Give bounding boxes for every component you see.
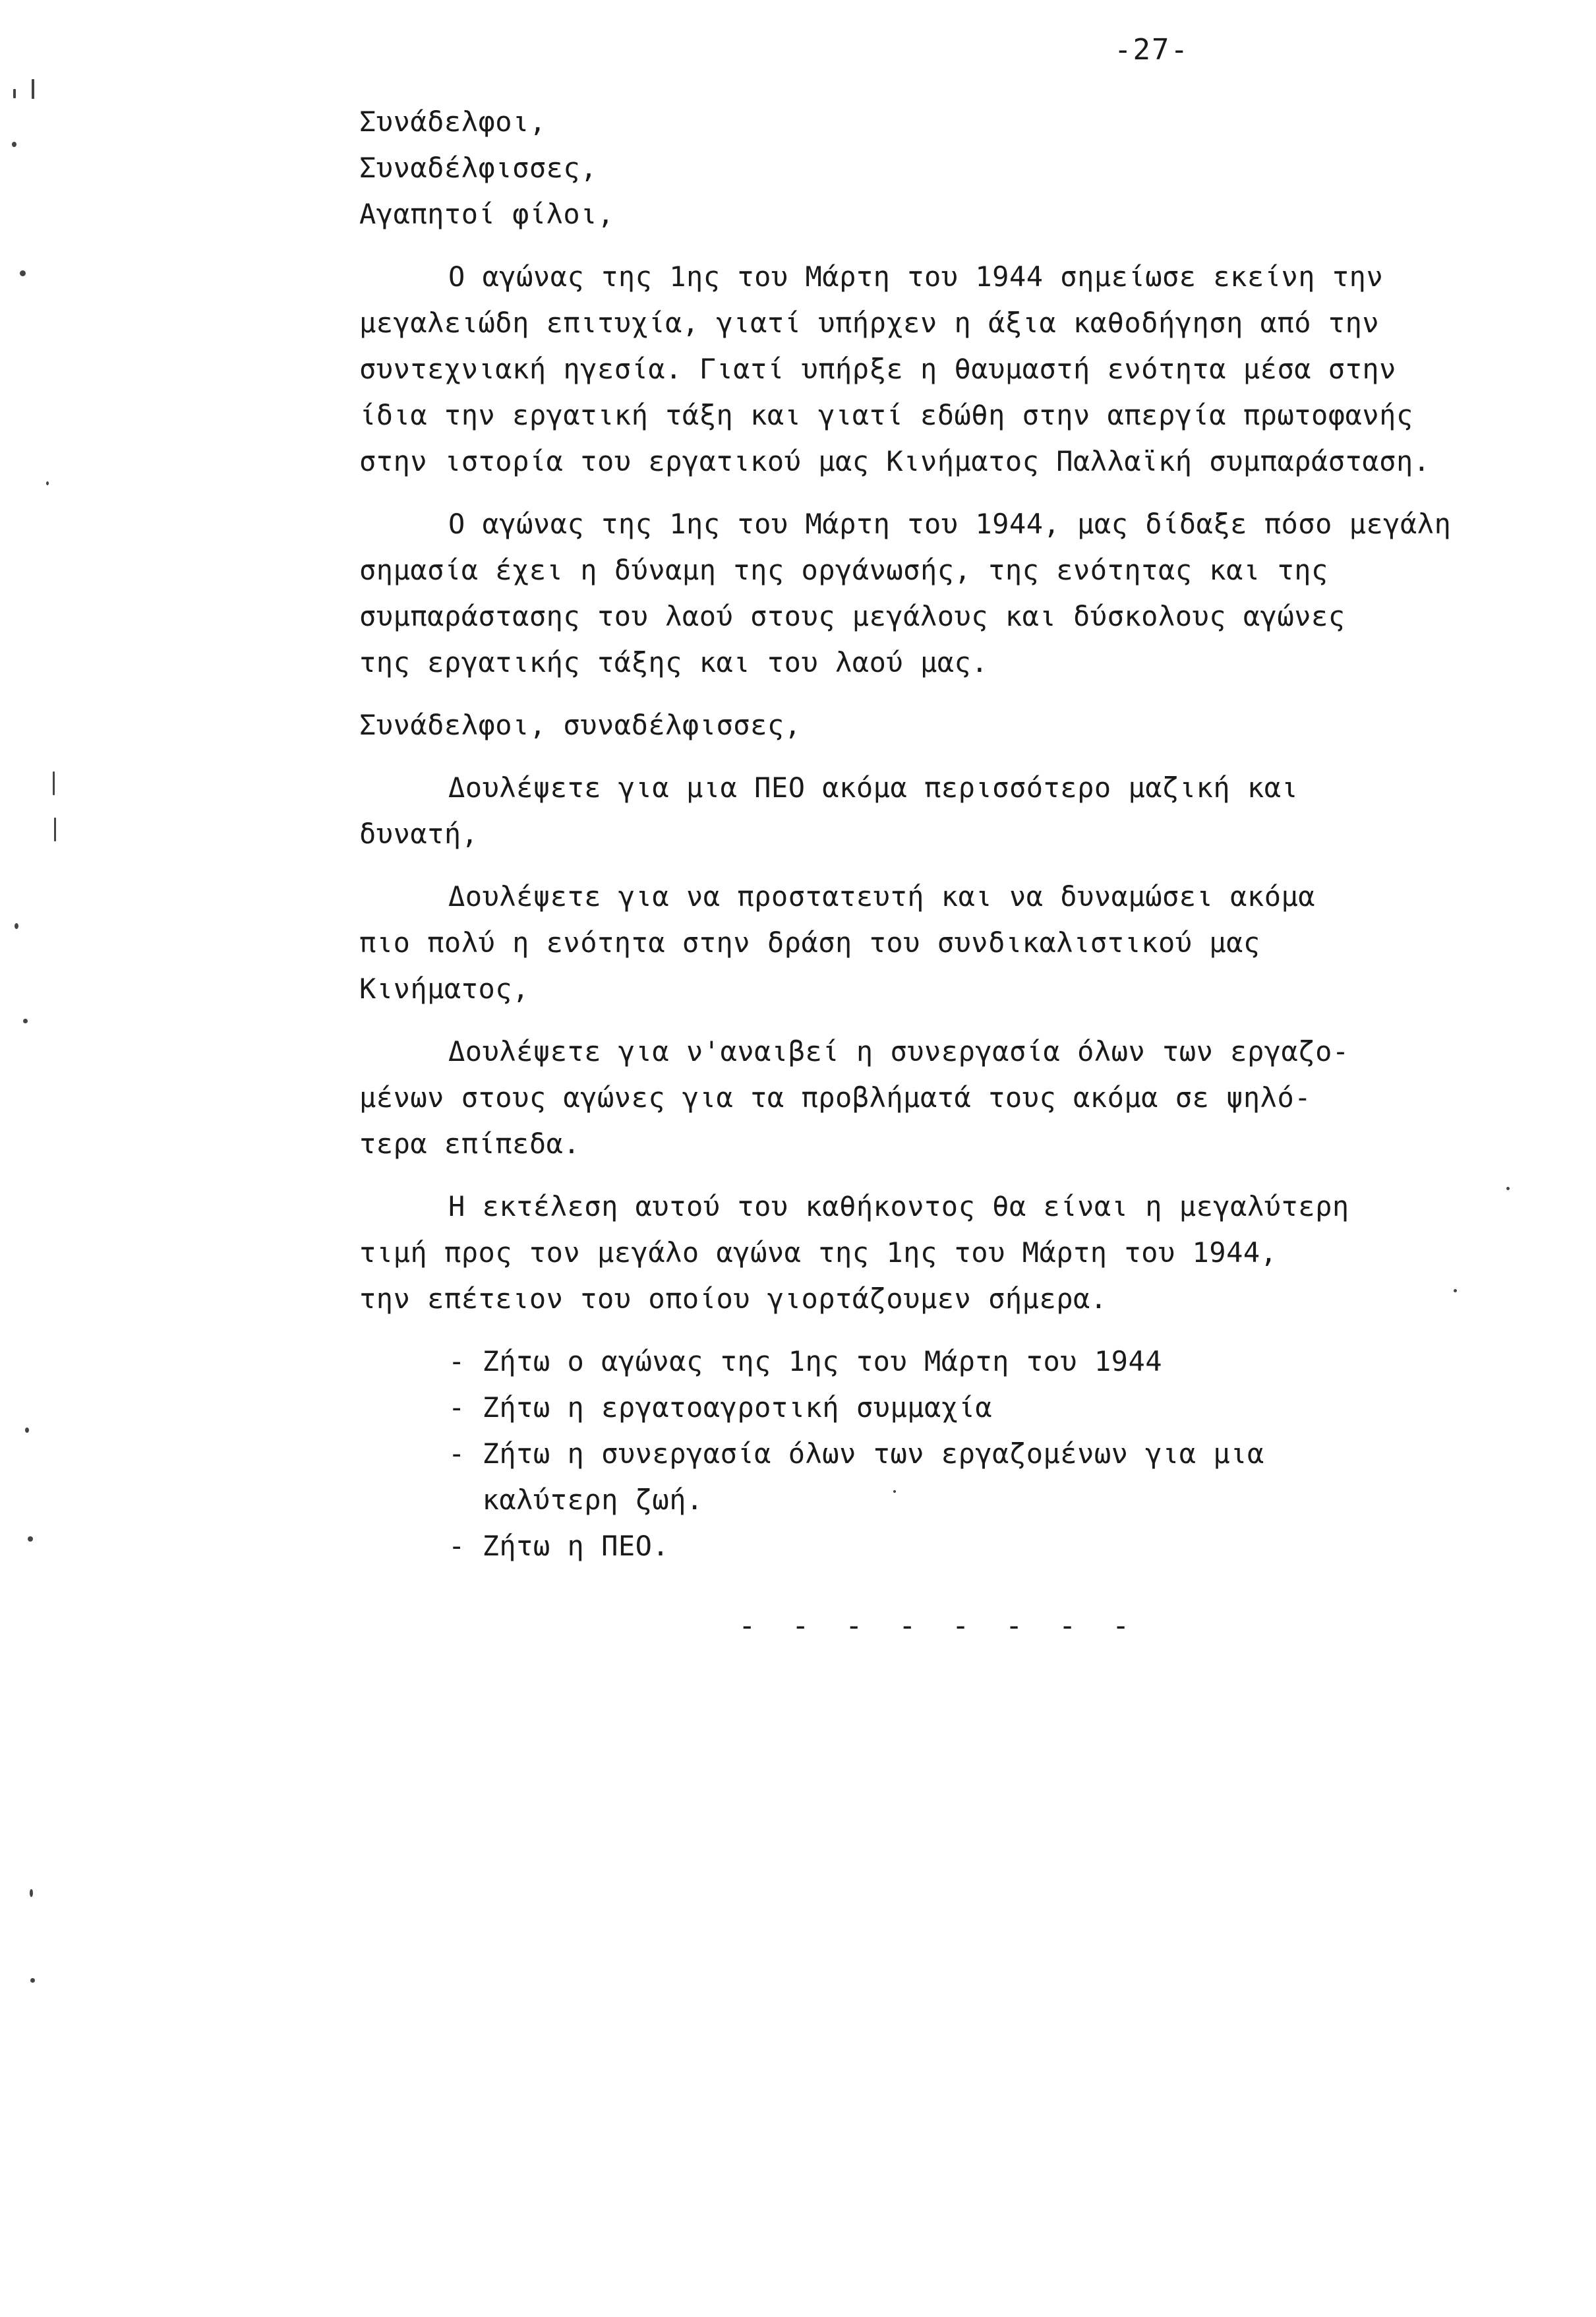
scan-speck — [28, 1536, 33, 1542]
salutation-line: Συναδέλφισσες, — [359, 152, 598, 184]
paragraph-line: σημασία έχει η δύναμη της οργάνωσής, της ενότητας και της — [359, 554, 1328, 586]
paragraph-line: πιο πολύ η ενότητα στην δράση του συνδικαλιστικού μας — [359, 926, 1260, 959]
paragraph-line: Ο αγώνας της 1ης του Μάρτη του 1944, μας δίδαξε πόσο μεγάλη — [448, 508, 1452, 540]
paragraph-line: Ο αγώνας της 1ης του Μάρτη του 1944 σημείωσε εκείνη την — [448, 260, 1384, 293]
slogan-line: - Ζήτω η ΠΕΟ. — [448, 1530, 670, 1562]
salutation-line: Αγαπητοί φίλοι, — [359, 198, 614, 230]
paragraph-line: συμπαράστασης του λαού στους μεγάλους και δύσκολους αγώνες — [359, 600, 1345, 632]
paragraph-line: τιμή προς τον μεγάλο αγώνα της 1ης του Μάρτη του 1944, — [359, 1236, 1278, 1269]
paragraph-line: μεγαλειώδη επιτυχία, γιατί υπήρχεν η άξια καθοδήγηση από την — [359, 307, 1380, 339]
slogan-line: - Ζήτω η συνεργασία όλων των εργαζομένων για μια — [448, 1437, 1264, 1470]
page-number: -27- — [1114, 33, 1189, 67]
scan-speck — [893, 1490, 896, 1493]
scan-speck — [54, 818, 56, 841]
slogan-line: καλύτερη ζωή. — [448, 1484, 703, 1516]
paragraph-line: ίδια την εργατική τάξη και γιατί εδώθη στην απεργία πρωτοφανής — [359, 399, 1413, 431]
scan-speck — [1506, 1187, 1510, 1190]
scan-speck — [15, 923, 18, 929]
paragraph-line: τερα επίπεδα. — [359, 1128, 581, 1160]
scan-speck — [23, 1019, 28, 1023]
paragraph-line: Κινήματος, — [359, 973, 529, 1005]
scan-speck — [1454, 1289, 1457, 1292]
paragraph-line: Δουλέψετε για ν'αναιβεί η συνεργασία όλων των εργαζο- — [448, 1035, 1349, 1068]
salutation-line: Συνάδελφοι, — [359, 105, 547, 138]
slogan-line: - Ζήτω ο αγώνας της 1ης του Μάρτη του 1944 — [448, 1345, 1163, 1377]
paragraph-line: Δουλέψετε για μια ΠΕΟ ακόμα περισσότερο μαζική και — [448, 771, 1299, 804]
slogan-line: - Ζήτω η εργατοαγροτική συμμαχία — [448, 1391, 993, 1424]
paragraph-line: δυνατή, — [359, 818, 479, 850]
paragraph-line: της εργατικής τάξης και του λαού μας. — [359, 646, 989, 678]
paragraph-line: μένων στους αγώνες για τα προβλήματά τους ακόμα σε ψηλό- — [359, 1081, 1312, 1114]
scan-speck — [12, 142, 16, 147]
scan-speck — [46, 481, 49, 485]
paragraph-line: Δουλέψετε για να προστατευτή και να δυναμώσει ακόμα — [448, 880, 1316, 913]
paragraph-line: συντεχνιακή ηγεσία. Γιατί υπήρξε η θαυμαστή ενότητα μέσα στην — [359, 353, 1396, 385]
scan-speck — [20, 270, 26, 276]
scan-speck — [30, 1978, 35, 1983]
paragraph-line: στην ιστορία του εργατικού μας Κινήματος Παλλαϊκή συμπαράσταση. — [359, 445, 1431, 477]
scan-speck — [13, 89, 16, 98]
paragraph-line: Η εκτέλεση αυτού του καθήκοντος θα είναι η μεγαλύτερη — [448, 1190, 1349, 1222]
scan-speck — [32, 79, 34, 99]
scan-speck — [25, 1428, 29, 1433]
closing-dashes: - - - - - - - - — [738, 1609, 1139, 1642]
scan-speck — [53, 771, 55, 795]
scan-speck — [30, 1889, 33, 1897]
paragraph-line: την επέτειον του οποίου γιορτάζουμεν σήμερα. — [359, 1282, 1108, 1315]
address-line: Συνάδελφοι, συναδέλφισσες, — [359, 709, 802, 741]
